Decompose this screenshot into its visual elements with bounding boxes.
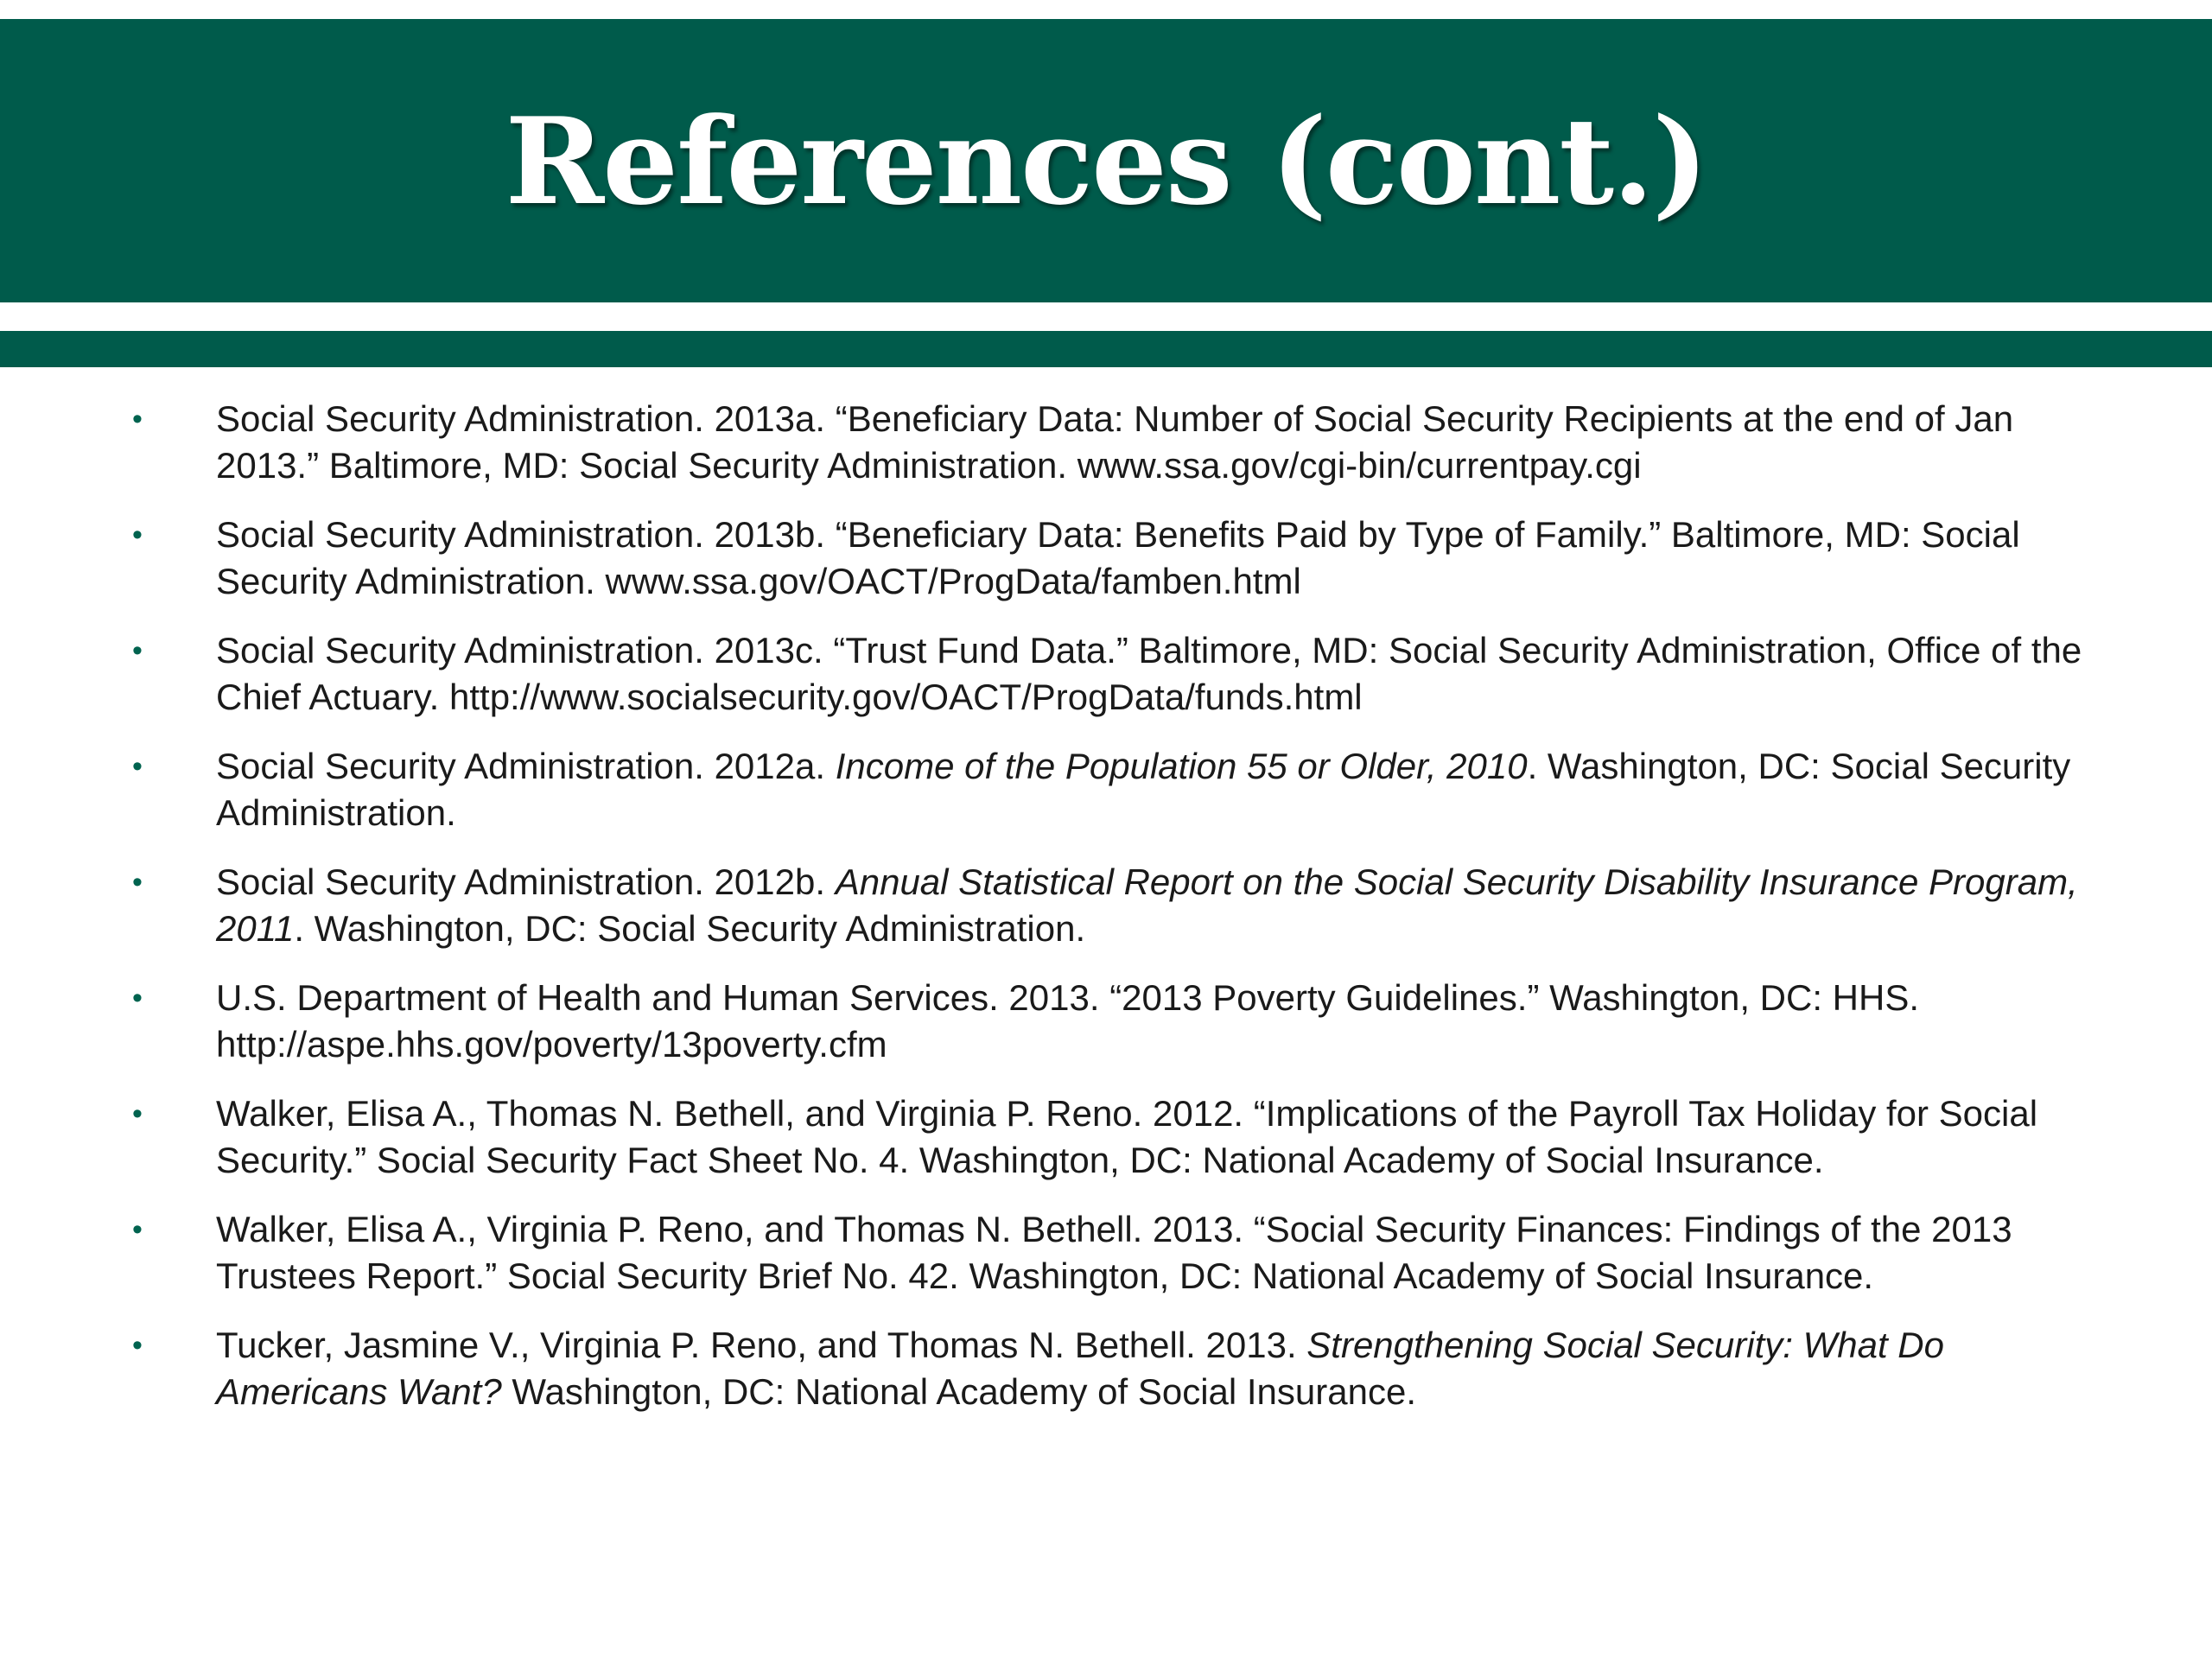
bullet-icon: •: [132, 1097, 143, 1130]
reference-italic-title: Annual Statistical Report on the Social Security Disability Insurance Program, 2011: [216, 861, 2078, 949]
bullet-icon: •: [132, 750, 143, 783]
reference-text: U.S. Department of Health and Human Services. 2013. “2013 Poverty Guidelines.” Washington, DC: HHS. http://aspe.hhs.gov/poverty/13poverty.cfm: [216, 977, 1920, 1065]
reference-item: [128, 1090, 2089, 1184]
reference-text: Social Security Administration. 2013c. “Trust Fund Data.” Baltimore, MD: Social Security Administration, Office of the Chief Actuary. http://www.socialsecurity.gov/OACT/ProgData/funds.html: [216, 630, 2082, 717]
reference-item: [128, 512, 2089, 605]
reference-text-tail: Washington, DC: National Academy of Social Insurance.: [501, 1371, 1417, 1412]
reference-item: [128, 1322, 2089, 1415]
reference-text: Walker, Elisa A., Thomas N. Bethell, and Virginia P. Reno. 2012. “Implications of the Payroll Tax Holiday for Social Security.” Social Security Fact Sheet No. 4. Washington, DC: National Academy of Social Insurance.: [216, 1093, 2038, 1180]
bullet-icon: •: [132, 982, 143, 1014]
reference-text: Social Security Administration. 2013a. “Beneficiary Data: Number of Social Security Recipients at the end of Jan 2013.” Baltimore, MD: Social Security Administration. www.ssa.gov/cgi-bin/currentpay.cgi: [216, 398, 2014, 486]
title-stripe: [0, 331, 2212, 367]
reference-list: [128, 396, 2089, 1438]
bullet-icon: •: [132, 634, 143, 667]
reference-text: Tucker, Jasmine V., Virginia P. Reno, and Thomas N. Bethell. 2013.: [216, 1325, 1307, 1365]
reference-item: [128, 743, 2089, 836]
reference-item: [128, 975, 2089, 1068]
reference-item: [128, 859, 2089, 952]
reference-text-tail: . Washington, DC: Social Security Administration.: [294, 908, 1086, 949]
bullet-icon: •: [132, 1213, 143, 1246]
reference-item: [128, 396, 2089, 489]
reference-text: Social Security Administration. 2012a.: [216, 746, 836, 786]
bullet-icon: •: [132, 403, 143, 435]
slide-title: References (cont.): [505, 90, 1707, 232]
bullet-icon: •: [132, 866, 143, 899]
reference-item: [128, 1206, 2089, 1300]
reference-text: Social Security Administration. 2012b.: [216, 861, 836, 902]
reference-italic-title: Strengthening Social Security: What Do Americans Want?: [216, 1325, 1944, 1412]
reference-text-tail: . Washington, DC: Social Security Administration.: [216, 746, 2071, 833]
reference-text: Walker, Elisa A., Virginia P. Reno, and Thomas N. Bethell. 2013. “Social Security Finances: Findings of the 2013 Trustees Report.” Social Security Brief No. 42. Washington, DC: National Academy of Social Insurance.: [216, 1209, 2012, 1296]
reference-item: [128, 627, 2089, 721]
reference-text: Social Security Administration. 2013b. “Beneficiary Data: Benefits Paid by Type of Family.” Baltimore, MD: Social Security Administration. www.ssa.gov/OACT/ProgData/famben.html: [216, 514, 2020, 601]
bullet-icon: •: [132, 518, 143, 551]
reference-italic-title: Income of the Population 55 or Older, 2010: [835, 746, 1528, 786]
bullet-icon: •: [132, 1329, 143, 1362]
